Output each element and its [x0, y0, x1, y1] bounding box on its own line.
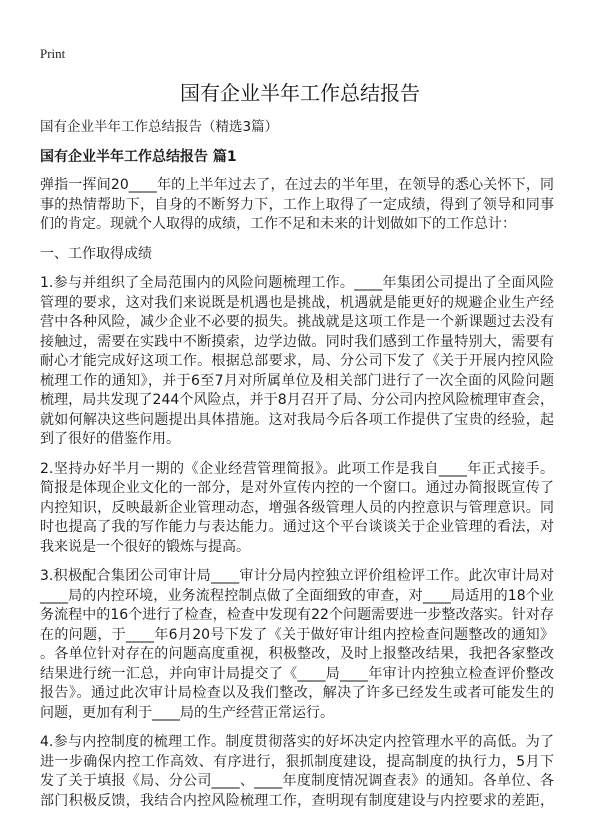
- section-heading: 一、工作取得成绩: [40, 245, 152, 262]
- text-line: 报告》。通过此次审计局检查以及我们整改，解决了许多已经发生或者可能发生的: [40, 685, 554, 701]
- text-line: 梳理，局共发现了244个风险点，并于8月召开了局、分公司内控风险梳理审查会，: [40, 392, 554, 408]
- text-line: 部门积极反馈，我结合内控风险梳理工作，查明现有制度建设与内控要求的差距，: [40, 792, 554, 809]
- print-link[interactable]: Print: [40, 46, 66, 61]
- text-line: 结果进行统一汇总，并向审计局提交了《____局____年审计内控独立检查评价整改: [40, 665, 554, 682]
- text-line: 事的热情帮助下，自身的不断努力下，工作上取得了一定成绩，得到了领导和同事: [40, 196, 554, 213]
- text-line: 发了关于填报《局、分公司____、____年度制度情况调查表》的通知。各单位、各: [40, 773, 554, 789]
- text-line: 时也提高了我的写作能力与表达能力。通过这个平台谈谈关于企业管理的看法，对: [40, 519, 554, 535]
- text-line: 弹指一挥间20____年的上半年过去了，在过去的半年里，在领导的悉心关怀下，同: [40, 177, 554, 193]
- paragraph-3: [40, 567, 554, 723]
- text-line: 内控知识，反映最新企业管理动态，增强各级管理人员的内控意识与管理意识。同: [40, 499, 554, 516]
- text-line: 就如何解决这些问题提出具体措施。这对我局今后各项工作提供了宝贵的经验，起: [40, 411, 554, 428]
- text-line: 务流程中的16个进行了检查，检查中发现有22个问题需要进一步整改落实。针对存: [40, 607, 554, 623]
- text-line: 接触过，需要在实践中不断摸索，边学边做。同时我们感到工作量特别大，需要有: [40, 333, 554, 350]
- text-line: 4.参与内控制度的梳理工作。制度贯彻落实的好坏决定内控管理水平的高低。为了: [40, 734, 554, 750]
- text-line: 到了很好的借鉴作用。: [40, 431, 180, 447]
- text-line: 3.积极配合集团公司审计局____审计分局内控独立评价组检评工作。此次审计局对: [40, 568, 554, 584]
- text-line: ____局的内控环境，业务流程控制点做了全面细致的审查，对____局适用的18个业: [40, 587, 554, 604]
- text-line: 简报是体现企业文化的一部分，是对外宣传内控的一个窗口。通过办简报既宣传了: [40, 480, 554, 496]
- text-line: 进一步确保内控工作高效、有序进行，狠抓制度建设，提高制度的执行力，5月下: [40, 753, 554, 770]
- text-line: 们的肯定。现就个人取得的成绩，工作不足和未来的计划做如下的工作总计：: [40, 216, 516, 232]
- paragraph-2: [40, 460, 554, 558]
- text-line: 营中各种风险，减少企业不必要的损失。挑战就是这项工作是一个新课题过去没有: [40, 314, 554, 330]
- page-title: 国有企业半年工作总结报告: [180, 81, 420, 105]
- text-line: 问题，更加有利于____局的生产经营正常运行。: [40, 704, 334, 721]
- text-line: 。各单位针对存在的问题高度重视，积极整改，及时上报整改结果，我把各家整改: [40, 646, 554, 662]
- paragraph-4: [40, 733, 554, 811]
- text-line: 在的问题，于____年6月20号下发了《关于做好审计组内控检查问题整改的通知》: [40, 626, 554, 643]
- text-line: 2.坚持办好半月一期的《企业经营管理简报》。此项工作是我自____年正式接手。: [40, 460, 554, 477]
- intro-paragraph: [40, 176, 554, 235]
- text-line: 管理的要求，这对我们来说既是机遇也是挑战，机遇就是能更好的规避企业生产经: [40, 294, 554, 311]
- text-line: 我来说是一个很好的锻炼与提高。: [40, 538, 250, 555]
- text-line: 梳理工作的通知》，并于6至7月对所属单位及相关部门进行了一次全面的风险问题: [40, 372, 554, 389]
- paragraph-1: [40, 274, 554, 450]
- text-line: 耐心才能完成好这项工作。根据总部要求，局、分公司下发了《关于开展内控风险: [40, 353, 554, 369]
- text-line: 1.参与并组织了全局范围内的风险问题梳理工作。____年集团公司提出了全面风险: [40, 275, 554, 291]
- article-heading: 国有企业半年工作总结报告 篇1: [40, 149, 237, 165]
- document-subtitle: 国有企业半年工作总结报告（精选3篇）: [40, 119, 279, 135]
